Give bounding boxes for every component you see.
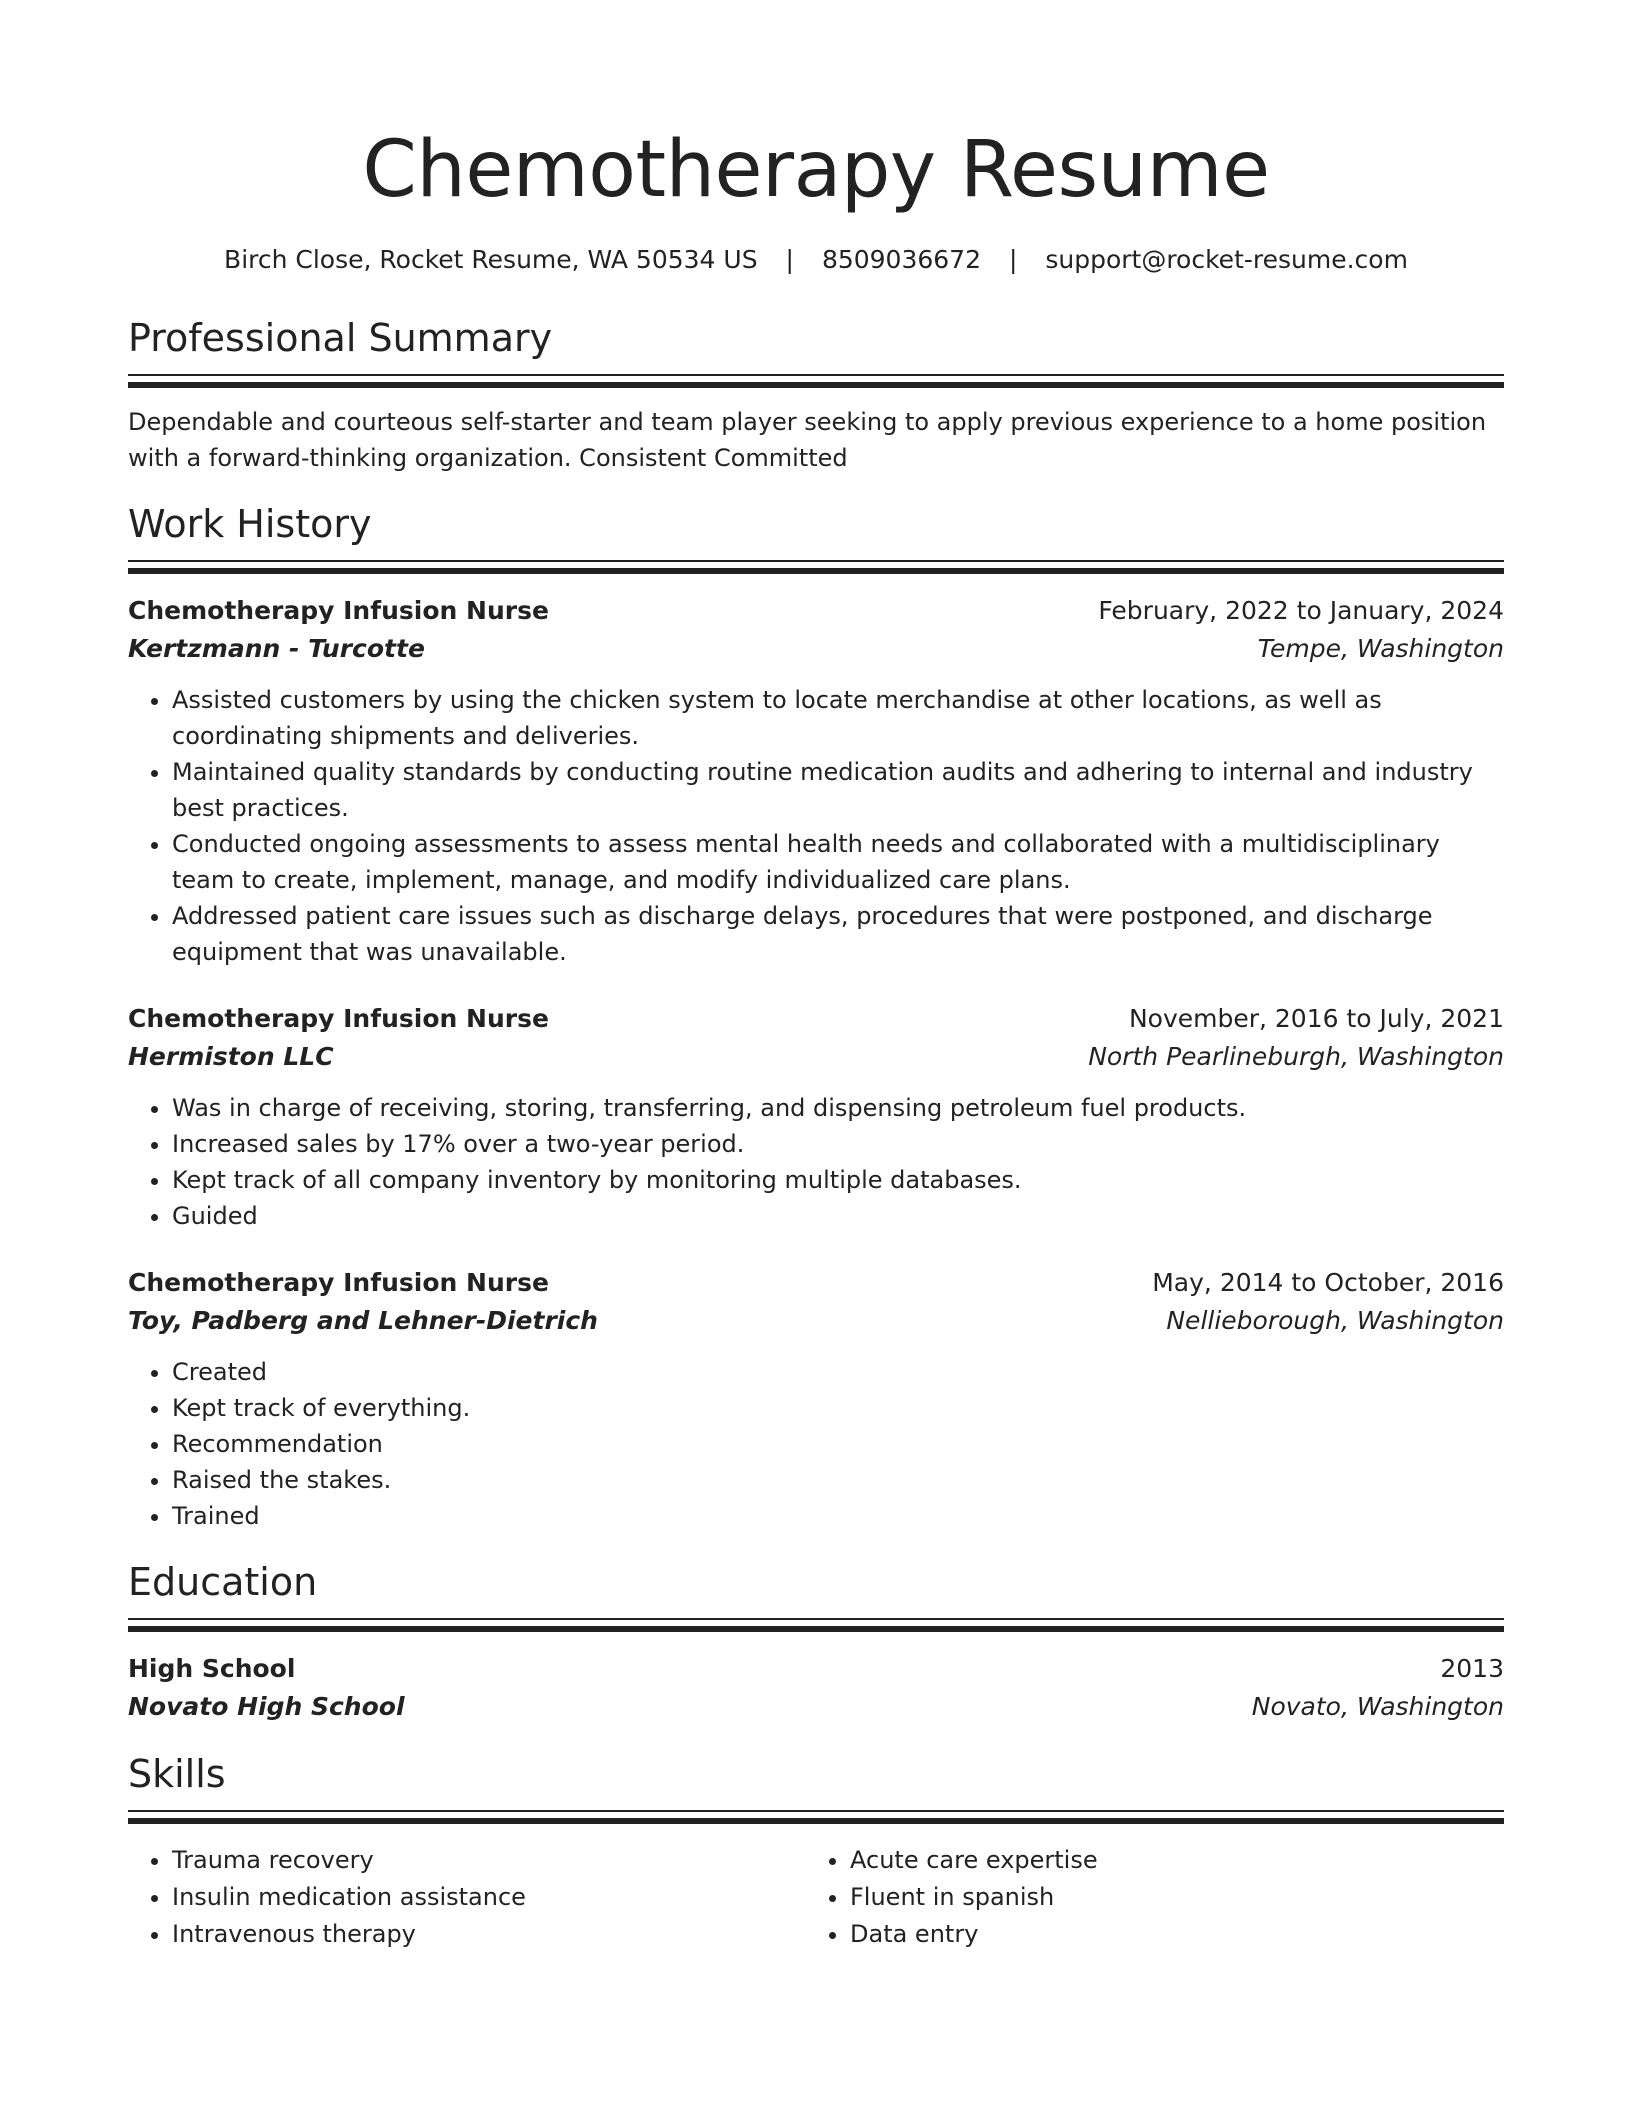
job-bullets [128,1090,1504,1234]
job-dates: February, 2022 to January, 2024 [1098,596,1504,625]
education-entry [128,1650,1504,1726]
job-entry [128,592,1504,970]
list-item: • Increased sales by 17% over a two-year period. [172,1126,1504,1162]
separator: | [785,245,794,274]
skills-columns [128,1842,1504,1953]
job-dates: November, 2016 to July, 2021 [1128,1004,1504,1033]
skill-item: • Acute care expertise [850,1842,1484,1879]
job-title: Chemotherapy Infusion Nurse [128,1004,549,1033]
list-item: • Conducted ongoing assessments to assess mental health needs and collaborated with a multidisciplinary team to create, implement, manage, and modify individualized care plans. [172,826,1504,898]
job-location: North Pearlineburgh, Washington [1088,1042,1504,1071]
section-divider [128,1618,1504,1632]
section-divider [128,374,1504,388]
list-item: • Kept track of everything. [172,1390,1504,1426]
skills-list-left [128,1842,806,1953]
list-item: • Trained [172,1498,1504,1534]
list-item: • Was in charge of receiving, storing, transferring, and dispensing petroleum fuel products. [172,1090,1504,1126]
skill-item: • Trauma recovery [172,1842,806,1879]
skill-item: • Data entry [850,1916,1484,1953]
job-bullets [128,1354,1504,1534]
job-title: Chemotherapy Infusion Nurse [128,1268,549,1297]
list-item: • Addressed patient care issues such as discharge delays, procedures that were postponed, and discharge equipment that was unavailable. [172,898,1504,970]
company-name: Toy, Padberg and Lehner-Dietrich [128,1306,598,1335]
list-item: • Assisted customers by using the chicken system to locate merchandise at other locations, as well as coordinating shipments and deliveries. [172,682,1504,754]
job-entry [128,1264,1504,1534]
summary-section [128,314,1504,476]
job-title: Chemotherapy Infusion Nurse [128,596,549,625]
list-item: • Guided [172,1198,1504,1234]
skill-item: • Fluent in spanish [850,1879,1484,1916]
phone: 8509036672 [821,245,981,274]
separator: | [1008,245,1018,274]
education-section [128,1558,1504,1726]
list-item: • Maintained quality standards by conducting routine medication audits and adhering to internal and industry best practices. [172,754,1504,826]
list-item: • Created [172,1354,1504,1390]
skill-item: • Insulin medication assistance [172,1879,806,1916]
school-location: Novato, Washington [1251,1692,1504,1721]
section-title: Skills [128,1752,226,1796]
skill-item: • Intravenous therapy [172,1916,806,1953]
job-location: Tempe, Washington [1257,634,1504,663]
contact-line [128,244,1504,276]
job-entry [128,1000,1504,1234]
job-location: Nellieborough, Washington [1166,1306,1504,1335]
address: Birch Close, Rocket Resume, WA 50534 US [224,245,758,274]
company-name: Hermiston LLC [128,1042,334,1071]
section-title: Professional Summary [128,316,553,360]
section-title: Work History [128,502,372,546]
section-title: Education [128,1560,318,1604]
list-item: • Recommendation [172,1426,1504,1462]
resume-page [128,0,1504,1953]
section-divider [128,1810,1504,1824]
company-name: Kertzmann - Turcotte [128,634,425,663]
graduation-year: 2013 [1440,1654,1504,1683]
degree: High School [128,1654,296,1683]
school-name: Novato High School [128,1692,405,1721]
skills-section [128,1750,1504,1953]
list-item: • Kept track of all company inventory by monitoring multiple databases. [172,1162,1504,1198]
resume-name: Chemotherapy Resume [362,125,1270,215]
summary-text: Dependable and courteous self-starter and team player seeking to apply previous experience to a home position with a forward-thinking organization. Consistent Committed [128,408,1487,472]
skills-list-right [806,1842,1484,1953]
job-bullets [128,682,1504,970]
email: support@rocket-resume.com [1045,245,1408,274]
section-divider [128,560,1504,574]
work-history-section [128,500,1504,1534]
list-item: • Raised the stakes. [172,1462,1504,1498]
job-dates: May, 2014 to October, 2016 [1152,1268,1504,1297]
